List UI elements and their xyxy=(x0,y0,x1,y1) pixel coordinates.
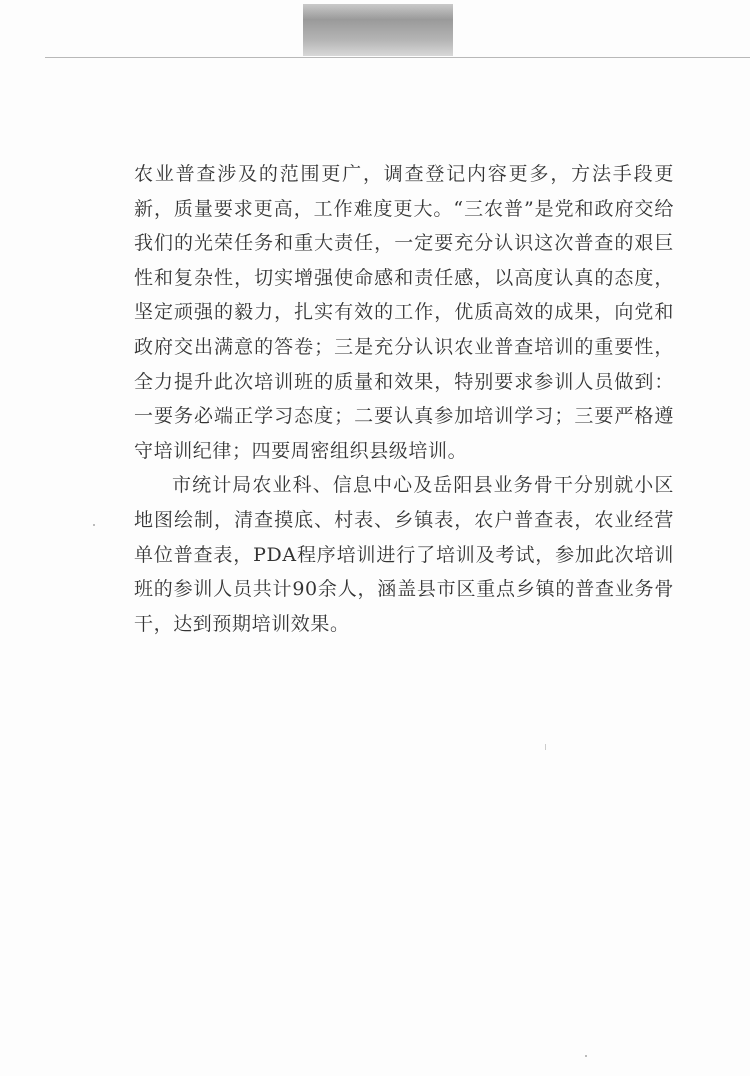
document-body xyxy=(134,157,674,641)
paragraph-training-requirements: 农业普查涉及的范围更广，调查登记内容更多，方法手段更新，质量要求更高，工作难度更大。“三农普”是党和政府交给我们的光荣任务和重大责任，一定要充分认识这次普查的艰巨性和复杂性，切实增强使命感和责任感，以高度认真的态度，坚定顽强的毅力，扎实有效的工作，优质高效的成果，向党和政府交出满意的答卷；三是充分认识农业普查培训的重要性，全力提升此次培训班的质量和效果，特别要求参训人员做到：一要务必端正学习态度；二要认真参加培训学习；三要严格遵守培训纪律；四要周密组织县级培训。 xyxy=(134,163,674,462)
paragraph-training-summary: 市统计局农业科、信息中心及岳阳县业务骨干分别就小区地图绘制，清查摸底、村表、乡镇表，农户普查表，农业经营单位普查表，PDA程序培训进行了培训及考试，参加此次培训班的参训人员共计90余人，涵盖县市区重点乡镇的普查业务骨干，达到预期培训效果。 xyxy=(134,474,674,635)
scan-edge-artifact xyxy=(303,4,453,56)
scan-speck xyxy=(93,524,95,526)
scan-speck xyxy=(545,744,546,750)
scan-edge-line xyxy=(45,57,750,58)
scan-speck xyxy=(585,1055,587,1057)
